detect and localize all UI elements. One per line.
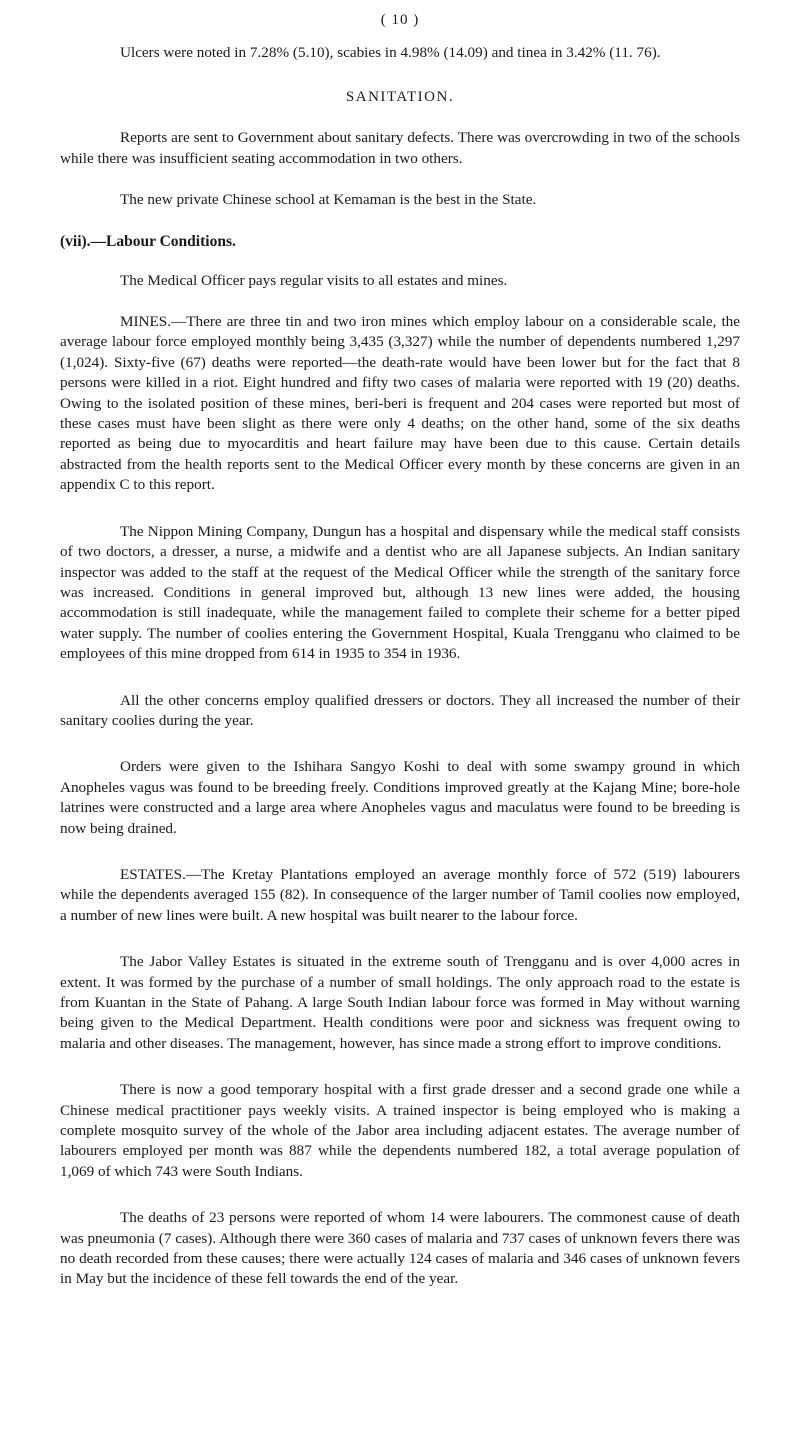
ishihara-paragraph: Orders were given to the Ishihara Sangyo Koshi to deal with some swampy ground in which Anopheles vagus was found to be breeding freely. Conditions improved greatly at the Kajang Mine; bore-hole latrines were constructed and a large area where Anopheles vagus and maculatus were found to be breeding is now being drained. <box>60 758 740 837</box>
sanitation-paragraph-1: Reports are sent to Government about sanitary defects. There was overcrowding in two of the schools while there was insufficient seating accommodation in two others. <box>60 129 740 167</box>
other-concerns-paragraph: All the other concerns employ qualified dressers or doctors. They all increased the number of their sanitary coolies during the year. <box>60 691 740 729</box>
mines-paragraph: MINES.—There are three tin and two iron mines which employ labour on a considerable scale, the average labour force employed monthly being 3,435 (3,327) while the number of dependents numbered 1,297 (1,024). Sixty-five (67) deaths were reported—the death-rate would have been lower but for the fact that 8 persons were killed in a riot. Eight hundred and fifty two cases of malaria were reported with 19 (20) deaths. Owing to the isolated position of these mines, beri-beri is frequent and 204 cases were reported but most of these cases must have been slight as there were only 4 deaths; on the other hand, some of the six deaths reported as being due to myocarditis and heart failure may have been due to this cause. Certain details abstracted from the health reports sent to the Medical Officer every month by these concerns are given in an appendix C to this report. <box>60 313 740 494</box>
deaths-paragraph: The deaths of 23 persons were reported of whom 14 were labourers. The commonest cause of death was pneumonia (7 cases). Although there were 360 cases of malaria and 737 cases of unknown fevers there was no death recorded from these causes; there were actually 124 cases of malaria and 346 cases of unknown fevers in May but the incidence of these fell towards the end of the year. <box>60 1209 740 1288</box>
section-title-sanitation: SANITATION. <box>345 89 455 106</box>
page-number: ( 10 ) <box>380 12 420 28</box>
intro-paragraph: Ulcers were noted in 7.28% (5.10), scabies in 4.98% (14.09) and tinea in 3.42% (11. 76). <box>120 44 661 61</box>
jabor-valley-paragraph: The Jabor Valley Estates is situated in the extreme south of Trengganu and is over 4,000 acres in extent. It was formed by the purchase of a number of small holdings. The only approach road to the estate is from Kuantan in the State of Pahang. A large South Indian labour force was formed in May without warning being given to the Medical Department. Health conditions were poor and sickness was frequent owing to malaria and other diseases. The management, however, has since made a strong effort to improve conditions. <box>60 953 740 1052</box>
nippon-mining-paragraph: The Nippon Mining Company, Dungun has a hospital and dispensary while the medical staff consists of two doctors, a dresser, a nurse, a midwife and a dentist who are all Japanese subjects. An Indian sanitary inspector was added to the staff at the request of the Medical Officer while the strength of the sanitary force was increased. Conditions in general improved but, although 13 new lines were added, the housing accommodation is still inadequate, while the management failed to complete their scheme for a better piped water supply. The number of coolies entering the Government Hospital, Kuala Trengganu who claimed to be employees of this mine dropped from 614 in 1935 to 354 in 1936. <box>60 522 740 663</box>
labour-paragraph-1: The Medical Officer pays regular visits to all estates and mines. <box>120 271 508 289</box>
sanitation-paragraph-2: The new private Chinese school at Kemaman is the best in the State. <box>120 191 537 209</box>
estates-paragraph: ESTATES.—The Kretay Plantations employed an average monthly force of 572 (519) labourers while the dependents averaged 155 (82). In consequence of the larger number of Tamil coolies now employed, a number of new lines were built. A new hospital was built nearer to the labour force. <box>60 865 740 924</box>
hospital-paragraph: There is now a good temporary hospital with a first grade dresser and a second grade one while a Chinese medical practitioner pays weekly visits. A trained inspector is being employed who is making a complete mosquito survey of the whole of the Jabor area including adjacent estates. The average number of labourers employed per month was 887 while the dependents numbered 182, a total average population of 1,069 of which 743 were South Indians. <box>60 1081 740 1180</box>
subsection-heading-labour: (vii).—Labour Conditions. <box>60 232 236 250</box>
